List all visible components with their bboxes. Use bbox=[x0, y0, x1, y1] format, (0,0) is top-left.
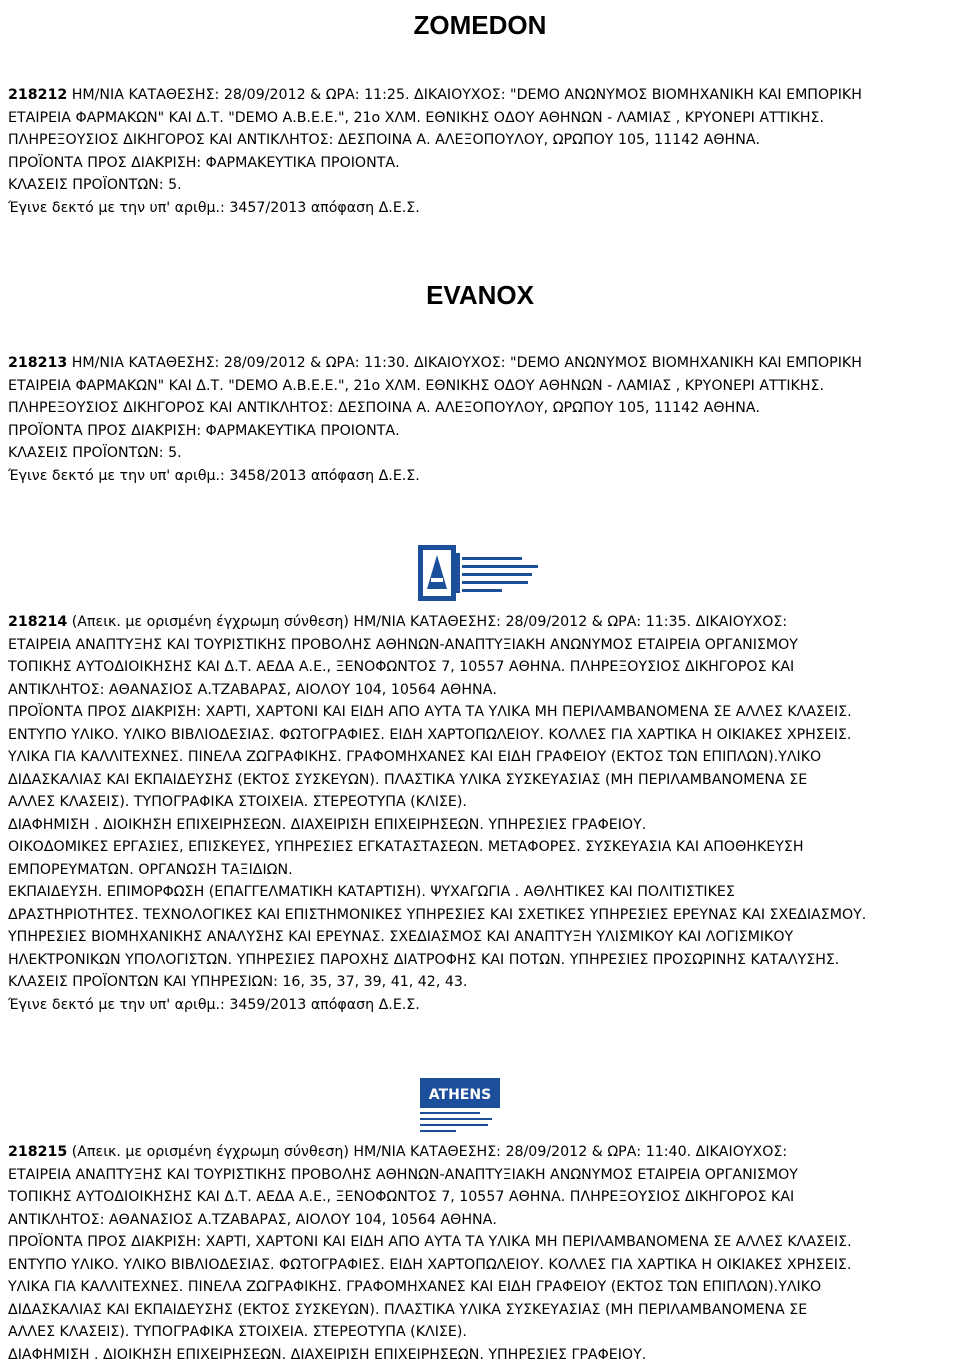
trademark-entry bbox=[8, 352, 954, 487]
entry-line: ΔΙΑΦΗΜΙΣΗ . ΔΙΟΙΚΗΣΗ ΕΠΙΧΕΙΡΗΣΕΩΝ. ΔΙΑΧΕΙΡΙΣΗ ΕΠΙΧΕΙΡΗΣΕΩΝ. ΥΠΗΡΕΣΙΕΣ ΓΡΑΦΕΙΟΥ. bbox=[8, 814, 954, 837]
entry-line: ΥΛΙΚΑ ΓΙΑ ΚΑΛΛΙΤΕΧΝΕΣ. ΠΙΝΕΛΑ ΖΩΓΡΑΦΙΚΗΣ. ΓΡΑΦΟΜΗΧΑΝΕΣ ΚΑΙ ΕΙΔΗ ΓΡΑΦΕΙΟΥ (ΕΚΤΟΣ ΤΩΝ ΕΠΙΠΛΩΝ).ΥΛΙΚΟ bbox=[8, 746, 954, 769]
entry-line: ΤΟΠΙΚΗΣ ΑΥΤΟΔΙΟΙΚΗΣΗΣ ΚΑΙ Δ.Τ. ΑΕΔΑ Α.Ε., ΞΕΝΟΦΩΝΤΟΣ 7, 10557 ΑΘΗΝΑ. ΠΛΗΡΕΞΟΥΣΙΟΣ ΔΙΚΗΓΟΡΟΣ ΚΑΙ bbox=[8, 656, 954, 679]
entry-line: ΚΛΑΣΕΙΣ ΠΡΟΪΟΝΤΩΝ ΚΑΙ ΥΠΗΡΕΣΙΩΝ: 16, 35, 37, 39, 41, 42, 43. bbox=[8, 971, 954, 994]
entry-line: ΠΡΟΪΟΝΤΑ ΠΡΟΣ ΔΙΑΚΡΙΣΗ: ΧΑΡΤΙ, ΧΑΡΤΟΝΙ ΚΑΙ ΕΙΔΗ ΑΠΟ ΑΥΤΑ ΤΑ ΥΛΙΚΑ ΜΗ ΠΕΡΙΛΑΜΒΑΝΟΜΕΝΑ ΣΕ ΑΛΛΕΣ ΚΛΑΣΕΙΣ. bbox=[8, 701, 954, 724]
entry-line: ΔΙΑΦΗΜΙΣΗ . ΔΙΟΙΚΗΣΗ ΕΠΙΧΕΙΡΗΣΕΩΝ. ΔΙΑΧΕΙΡΙΣΗ ΕΠΙΧΕΙΡΗΣΕΩΝ. ΥΠΗΡΕΣΙΕΣ ΓΡΑΦΕΙΟΥ. bbox=[8, 1344, 954, 1366]
application-number: 218213 bbox=[8, 355, 67, 371]
entry-line: ΠΡΟΪΟΝΤΑ ΠΡΟΣ ΔΙΑΚΡΙΣΗ: ΦΑΡΜΑΚΕΥΤΙΚΑ ΠΡΟΙΟΝΤΑ. bbox=[8, 152, 954, 175]
entry-line: ΑΝΤΙΚΛΗΤΟΣ: ΑΘΑΝΑΣΙΟΣ Α.ΤΖΑΒΑΡΑΣ, ΑΙΟΛΟΥ 104, 10564 ΑΘΗΝΑ. bbox=[8, 1209, 954, 1232]
trademark-logo-image bbox=[420, 1078, 500, 1138]
entry-line: ΔΡΑΣΤΗΡΙΟΤΗΤΕΣ. ΤΕΧΝΟΛΟΓΙΚΕΣ ΚΑΙ ΕΠΙΣΤΗΜΟΝΙΚΕΣ ΥΠΗΡΕΣΙΕΣ ΚΑΙ ΣΧΕΤΙΚΕΣ ΥΠΗΡΕΣΙΕΣ ΕΡΕΥΝΑΣ ΚΑΙ ΣΧΕΔΙΑΣΜΟΥ. bbox=[8, 904, 954, 927]
entry-line: ΑΛΛΕΣ ΚΛΑΣΕΙΣ). ΤΥΠΟΓΡΑΦΙΚΑ ΣΤΟΙΧΕΙΑ. ΣΤΕΡΕΟΤΥΠΑ (ΚΛΙΣΕ). bbox=[8, 1321, 954, 1344]
entry-line: ΕΜΠΟΡΕΥΜΑΤΩΝ. ΟΡΓΑΝΩΣΗ ΤΑΞΙΔΙΩΝ. bbox=[8, 859, 954, 882]
entry-line: ΕΝΤΥΠΟ ΥΛΙΚΟ. ΥΛΙΚΟ ΒΙΒΛΙΟΔΕΣΙΑΣ. ΦΩΤΟΓΡΑΦΙΕΣ. ΕΙΔΗ ΧΑΡΤΟΠΩΛΕΙΟΥ. ΚΟΛΛΕΣ ΓΙΑ ΧΑΡΤΙΚΑ Η ΟΙΚΙΑΚΕΣ ΧΡΗΣΕΙΣ. bbox=[8, 724, 954, 747]
entry-line: ΕΤΑΙΡΕΙΑ ΦΑΡΜΑΚΩΝ" ΚΑΙ Δ.Τ. "DEMO Α.Β.Ε.Ε.", 21ο ΧΛΜ. ΕΘΝΙΚΗΣ ΟΔΟΥ ΑΘΗΝΩΝ - ΛΑΜΙΑΣ , ΚΡΥΟΝΕΡΙ ΑΤΤΙΚΗΣ. bbox=[8, 375, 954, 398]
entry-line: 218212 ΗΜ/ΝΙΑ ΚΑΤΑΘΕΣΗΣ: 28/09/2012 & ΩΡΑ: 11:25. ΔΙΚΑΙΟΥΧΟΣ: "DEMO ΑΝΩΝΥΜΟΣ ΒΙΟΜΗΧΑΝΙΚΗ ΚΑΙ ΕΜΠΟΡΙΚΗ bbox=[8, 84, 954, 107]
trademark-title: ZOMEDON bbox=[0, 10, 960, 40]
entry-line: ΠΛΗΡΕΞΟΥΣΙΟΣ ΔΙΚΗΓΟΡΟΣ ΚΑΙ ΑΝΤΙΚΛΗΤΟΣ: ΔΕΣΠΟΙΝΑ Α. ΑΛΕΞΟΠΟΥΛΟΥ, ΩΡΩΠΟΥ 105, 11142 ΑΘΗΝΑ. bbox=[8, 397, 954, 420]
trademark-title: EVANOX bbox=[0, 280, 960, 310]
entry-line: ΟΙΚΟΔΟΜΙΚΕΣ ΕΡΓΑΣΙΕΣ, ΕΠΙΣΚΕΥΕΣ, ΥΠΗΡΕΣΙΕΣ ΕΓΚΑΤΑΣΤΑΣΕΩΝ. ΜΕΤΑΦΟΡΕΣ. ΣΥΣΚΕΥΑΣΙΑ ΚΑΙ ΑΠΟΘΗΚΕΥΣΗ bbox=[8, 836, 954, 859]
application-number: 218212 bbox=[8, 87, 67, 103]
entry-line: 218213 ΗΜ/ΝΙΑ ΚΑΤΑΘΕΣΗΣ: 28/09/2012 & ΩΡΑ: 11:30. ΔΙΚΑΙΟΥΧΟΣ: "DEMO ΑΝΩΝΥΜΟΣ ΒΙΟΜΗΧΑΝΙΚΗ ΚΑΙ ΕΜΠΟΡΙΚΗ bbox=[8, 352, 954, 375]
entry-line: ΕΤΑΙΡΕΙΑ ΦΑΡΜΑΚΩΝ" ΚΑΙ Δ.Τ. "DEMO Α.Β.Ε.Ε.", 21ο ΧΛΜ. ΕΘΝΙΚΗΣ ΟΔΟΥ ΑΘΗΝΩΝ - ΛΑΜΙΑΣ , ΚΡΥΟΝΕΡΙ ΑΤΤΙΚΗΣ. bbox=[8, 107, 954, 130]
entry-line: Έγινε δεκτό με την υπ' αριθμ.: 3459/2013 απόφαση Δ.Ε.Σ. bbox=[8, 994, 954, 1017]
svg-text:ATHENS: ATHENS bbox=[429, 1087, 491, 1103]
entry-line: 218214 (Απεικ. με ορισμένη έγχρωμη σύνθεση) ΗΜ/ΝΙΑ ΚΑΤΑΘΕΣΗΣ: 28/09/2012 & ΩΡΑ: 11:35. ΔΙΚΑΙΟΥΧΟΣ: bbox=[8, 611, 954, 634]
application-number: 218215 bbox=[8, 1144, 67, 1160]
entry-line: ΠΡΟΪΟΝΤΑ ΠΡΟΣ ΔΙΑΚΡΙΣΗ: ΧΑΡΤΙ, ΧΑΡΤΟΝΙ ΚΑΙ ΕΙΔΗ ΑΠΟ ΑΥΤΑ ΤΑ ΥΛΙΚΑ ΜΗ ΠΕΡΙΛΑΜΒΑΝΟΜΕΝΑ ΣΕ ΑΛΛΕΣ ΚΛΑΣΕΙΣ. bbox=[8, 1231, 954, 1254]
entry-line: ΗΛΕΚΤΡΟΝΙΚΩΝ ΥΠΟΛΟΓΙΣΤΩΝ. ΥΠΗΡΕΣΙΕΣ ΠΑΡΟΧΗΣ ΔΙΑΤΡΟΦΗΣ ΚΑΙ ΠΟΤΩΝ. ΥΠΗΡΕΣΙΕΣ ΠΡΟΣΩΡΙΝΗΣ ΚΑΤΑΛΥΣΗΣ. bbox=[8, 949, 954, 972]
entry-line: ΑΝΤΙΚΛΗΤΟΣ: ΑΘΑΝΑΣΙΟΣ Α.ΤΖΑΒΑΡΑΣ, ΑΙΟΛΟΥ 104, 10564 ΑΘΗΝΑ. bbox=[8, 679, 954, 702]
application-number: 218214 bbox=[8, 614, 67, 630]
entry-line: ΕΝΤΥΠΟ ΥΛΙΚΟ. ΥΛΙΚΟ ΒΙΒΛΙΟΔΕΣΙΑΣ. ΦΩΤΟΓΡΑΦΙΕΣ. ΕΙΔΗ ΧΑΡΤΟΠΩΛΕΙΟΥ. ΚΟΛΛΕΣ ΓΙΑ ΧΑΡΤΙΚΑ Η ΟΙΚΙΑΚΕΣ ΧΡΗΣΕΙΣ. bbox=[8, 1254, 954, 1277]
entry-line: ΥΠΗΡΕΣΙΕΣ ΒΙΟΜΗΧΑΝΙΚΗΣ ΑΝΑΛΥΣΗΣ ΚΑΙ ΕΡΕΥΝΑΣ. ΣΧΕΔΙΑΣΜΟΣ ΚΑΙ ΑΝΑΠΤΥΞΗ ΥΛΙΣΜΙΚΟΥ ΚΑΙ ΛΟΓΙΣΜΙΚΟΥ bbox=[8, 926, 954, 949]
trademark-entry bbox=[8, 1141, 954, 1366]
entry-line: ΠΛΗΡΕΞΟΥΣΙΟΣ ΔΙΚΗΓΟΡΟΣ ΚΑΙ ΑΝΤΙΚΛΗΤΟΣ: ΔΕΣΠΟΙΝΑ Α. ΑΛΕΞΟΠΟΥΛΟΥ, ΩΡΩΠΟΥ 105, 11142 ΑΘΗΝΑ. bbox=[8, 129, 954, 152]
entry-line: ΔΙΔΑΣΚΑΛΙΑΣ ΚΑΙ ΕΚΠΑΙΔΕΥΣΗΣ (ΕΚΤΟΣ ΣΥΣΚΕΥΩΝ). ΠΛΑΣΤΙΚΑ ΥΛΙΚΑ ΣΥΣΚΕΥΑΣΙΑΣ (ΜΗ ΠΕΡΙΛΑΜΒΑΝΟΜΕΝΑ ΣΕ bbox=[8, 1299, 954, 1322]
entry-line: ΥΛΙΚΑ ΓΙΑ ΚΑΛΛΙΤΕΧΝΕΣ. ΠΙΝΕΛΑ ΖΩΓΡΑΦΙΚΗΣ. ΓΡΑΦΟΜΗΧΑΝΕΣ ΚΑΙ ΕΙΔΗ ΓΡΑΦΕΙΟΥ (ΕΚΤΟΣ ΤΩΝ ΕΠΙΠΛΩΝ).ΥΛΙΚΟ bbox=[8, 1276, 954, 1299]
athens-agency-logo-icon bbox=[420, 1078, 500, 1138]
trademark-entry bbox=[8, 84, 954, 219]
entry-line: ΠΡΟΪΟΝΤΑ ΠΡΟΣ ΔΙΑΚΡΙΣΗ: ΦΑΡΜΑΚΕΥΤΙΚΑ ΠΡΟΙΟΝΤΑ. bbox=[8, 420, 954, 443]
entry-line: ΑΛΛΕΣ ΚΛΑΣΕΙΣ). ΤΥΠΟΓΡΑΦΙΚΑ ΣΤΟΙΧΕΙΑ. ΣΤΕΡΕΟΤΥΠΑ (ΚΛΙΣΕ). bbox=[8, 791, 954, 814]
trademark-entry bbox=[8, 611, 954, 1016]
entry-line: Έγινε δεκτό με την υπ' αριθμ.: 3458/2013 απόφαση Δ.Ε.Σ. bbox=[8, 465, 954, 488]
entry-line: ΕΚΠΑΙΔΕΥΣΗ. ΕΠΙΜΟΡΦΩΣΗ (ΕΠΑΓΓΕΛΜΑΤΙΚΗ ΚΑΤΑΡΤΙΣΗ). ΨΥΧΑΓΩΓΙΑ . ΑΘΛΗΤΙΚΕΣ ΚΑΙ ΠΟΛΙΤΙΣΤΙΚΕΣ bbox=[8, 881, 954, 904]
trademark-logo-image bbox=[418, 545, 542, 601]
entry-line: ΕΤΑΙΡΕΙΑ ΑΝΑΠΤΥΞΗΣ ΚΑΙ ΤΟΥΡΙΣΤΙΚΗΣ ΠΡΟΒΟΛΗΣ ΑΘΗΝΩΝ-ΑΝΑΠΤΥΞΙΑΚΗ ΑΝΩΝΥΜΟΣ ΕΤΑΙΡΕΙΑ ΟΡΓΑΝΙΣΜΟΥ bbox=[8, 1164, 954, 1187]
entry-line: ΕΤΑΙΡΕΙΑ ΑΝΑΠΤΥΞΗΣ ΚΑΙ ΤΟΥΡΙΣΤΙΚΗΣ ΠΡΟΒΟΛΗΣ ΑΘΗΝΩΝ-ΑΝΑΠΤΥΞΙΑΚΗ ΑΝΩΝΥΜΟΣ ΕΤΑΙΡΕΙΑ ΟΡΓΑΝΙΣΜΟΥ bbox=[8, 634, 954, 657]
entry-line: ΔΙΔΑΣΚΑΛΙΑΣ ΚΑΙ ΕΚΠΑΙΔΕΥΣΗΣ (ΕΚΤΟΣ ΣΥΣΚΕΥΩΝ). ΠΛΑΣΤΙΚΑ ΥΛΙΚΑ ΣΥΣΚΕΥΑΣΙΑΣ (ΜΗ ΠΕΡΙΛΑΜΒΑΝΟΜΕΝΑ ΣΕ bbox=[8, 769, 954, 792]
entry-line: ΚΛΑΣΕΙΣ ΠΡΟΪΟΝΤΩΝ: 5. bbox=[8, 174, 954, 197]
entry-line: Έγινε δεκτό με την υπ' αριθμ.: 3457/2013 απόφαση Δ.Ε.Σ. bbox=[8, 197, 954, 220]
entry-line: ΚΛΑΣΕΙΣ ΠΡΟΪΟΝΤΩΝ: 5. bbox=[8, 442, 954, 465]
entry-line: 218215 (Απεικ. με ορισμένη έγχρωμη σύνθεση) ΗΜ/ΝΙΑ ΚΑΤΑΘΕΣΗΣ: 28/09/2012 & ΩΡΑ: 11:40. ΔΙΚΑΙΟΥΧΟΣ: bbox=[8, 1141, 954, 1164]
entry-line: ΤΟΠΙΚΗΣ ΑΥΤΟΔΙΟΙΚΗΣΗΣ ΚΑΙ Δ.Τ. ΑΕΔΑ Α.Ε., ΞΕΝΟΦΩΝΤΟΣ 7, 10557 ΑΘΗΝΑ. ΠΛΗΡΕΞΟΥΣΙΟΣ ΔΙΚΗΓΟΡΟΣ ΚΑΙ bbox=[8, 1186, 954, 1209]
athens-logo-icon bbox=[418, 545, 542, 601]
